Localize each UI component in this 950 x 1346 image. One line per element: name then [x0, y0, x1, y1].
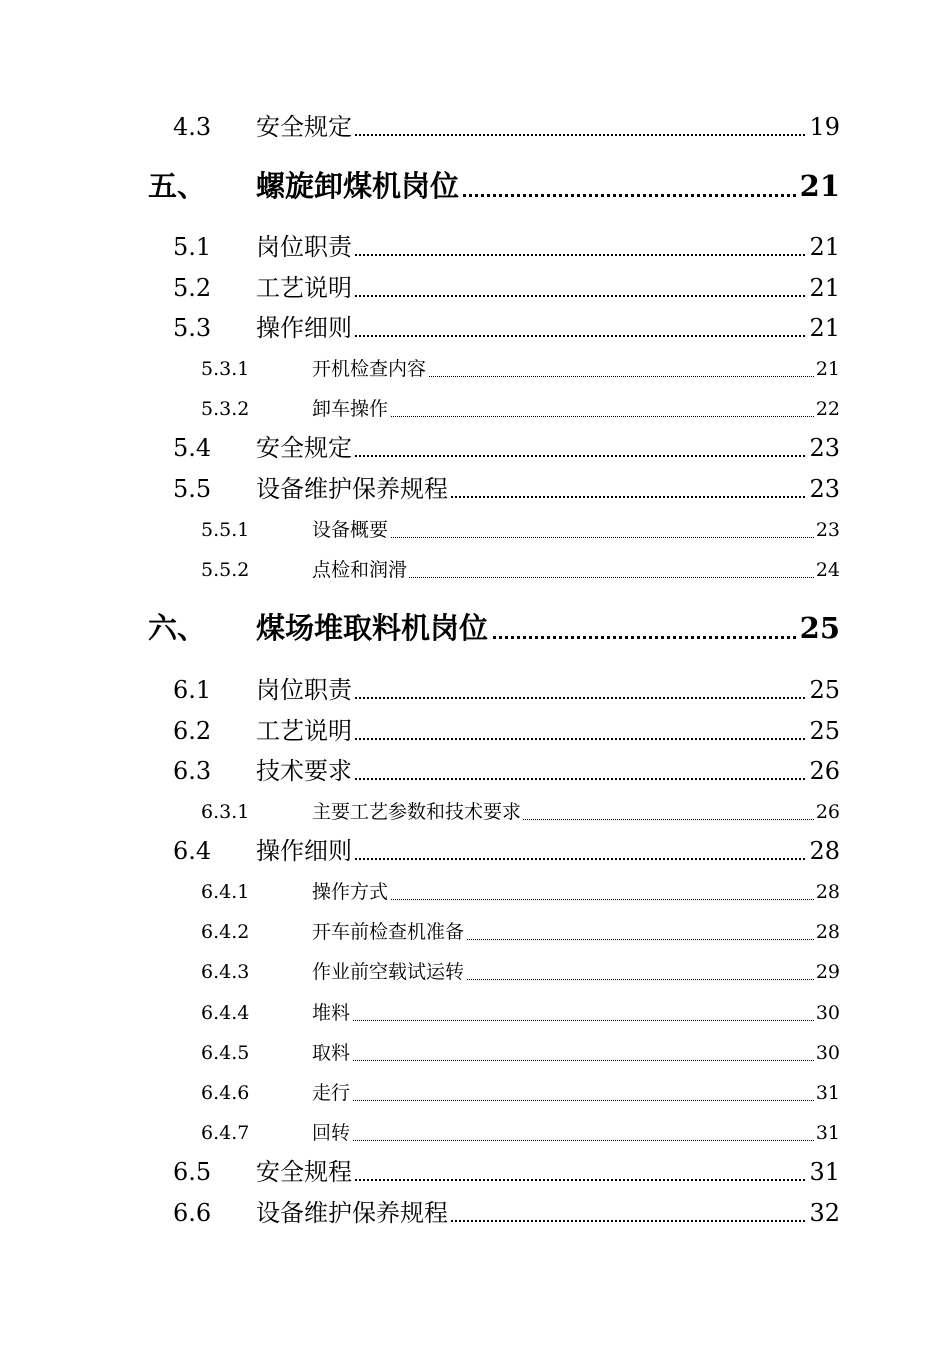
toc-entry-page: 21 — [815, 358, 840, 380]
toc-entry-title: 作业前空载试运转 — [312, 961, 465, 983]
toc-entry-title: 走行 — [312, 1082, 351, 1104]
toc-entry[interactable] — [0, 165, 950, 205]
toc-entry-title: 开机检查内容 — [312, 358, 427, 380]
toc-entry[interactable] — [0, 304, 950, 344]
toc-entry-page: 21 — [809, 233, 840, 261]
toc-entry[interactable] — [0, 786, 950, 826]
toc-entry[interactable] — [0, 1107, 950, 1147]
toc-entry[interactable] — [0, 544, 950, 584]
toc-entry-title: 螺旋卸煤机岗位 — [256, 169, 460, 203]
toc-entry-page: 29 — [815, 961, 840, 983]
toc-entry-page: 31 — [809, 1158, 840, 1186]
toc-entry[interactable] — [0, 465, 950, 505]
toc-leader-dots — [300, 778, 840, 780]
toc-entry-title: 操作细则 — [256, 837, 352, 865]
toc-entry[interactable] — [0, 343, 950, 383]
toc-entry-title: 岗位职责 — [256, 676, 352, 704]
toc-entry-number: 5.5.2 — [201, 559, 250, 581]
toc-entry-page: 19 — [809, 113, 840, 141]
toc-entry[interactable] — [0, 827, 950, 867]
toc-entry-number: 5.3.2 — [201, 398, 250, 420]
toc-entry[interactable] — [0, 666, 950, 706]
toc-entry-title: 堆料 — [312, 1002, 351, 1024]
toc-entry-page: 30 — [815, 1042, 840, 1064]
toc-leader-dots — [300, 335, 840, 337]
toc-entry-page: 21 — [809, 314, 840, 342]
toc-entry[interactable] — [0, 607, 950, 647]
toc-entry-number: 5.5.1 — [201, 519, 250, 541]
toc-entry[interactable] — [0, 1189, 950, 1229]
toc-entry-number: 6.3.1 — [201, 801, 250, 823]
toc-entry-page: 24 — [815, 559, 840, 581]
toc-entry-number: 5.3.1 — [201, 358, 250, 380]
toc-leader-dots — [300, 738, 840, 740]
toc-entry-title: 回转 — [312, 1122, 351, 1144]
toc-leader-dots — [300, 697, 840, 699]
toc-leader-dots — [300, 1179, 840, 1181]
toc-entry-number: 6.5 — [173, 1158, 212, 1186]
toc-entry-page: 21 — [809, 274, 840, 302]
toc-entry-title: 设备维护保养规程 — [256, 1199, 448, 1227]
toc-leader-dots — [300, 254, 840, 256]
toc-leader-dots — [300, 295, 840, 297]
toc-entry-number: 6.4.4 — [201, 1002, 250, 1024]
toc-entry-title: 卸车操作 — [312, 398, 389, 420]
toc-entry-number: 5.1 — [173, 233, 212, 261]
toc-entry-page: 32 — [809, 1199, 840, 1227]
toc-entry-number: 6.2 — [173, 717, 212, 745]
toc-entry-number: 6.1 — [173, 676, 212, 704]
toc-entry[interactable] — [0, 906, 950, 946]
toc-entry[interactable] — [0, 866, 950, 906]
toc-entry-number: 5.5 — [173, 475, 212, 503]
toc-entry-page: 26 — [815, 801, 840, 823]
toc-leader-dots — [300, 134, 840, 136]
toc-entry-number: 6.4.7 — [201, 1122, 250, 1144]
toc-entry-page: 28 — [815, 921, 840, 943]
toc-entry-title: 技术要求 — [256, 757, 352, 785]
toc-entry[interactable] — [0, 504, 950, 544]
toc-entry-number: 4.3 — [173, 113, 212, 141]
toc-entry-title: 取料 — [312, 1042, 351, 1064]
toc-entry-title: 工艺说明 — [256, 717, 352, 745]
toc-entry-title: 安全规定 — [256, 434, 352, 462]
toc-entry-page: 26 — [809, 757, 840, 785]
toc-entry-page: 25 — [809, 717, 840, 745]
toc-entry-number: 6.6 — [173, 1199, 212, 1227]
toc-entry[interactable] — [0, 424, 950, 464]
toc-entry-page: 22 — [815, 398, 840, 420]
toc-entry-page: 25 — [809, 676, 840, 704]
toc-leader-dots — [340, 1060, 840, 1061]
toc-entry-number: 6.4.2 — [201, 921, 250, 943]
toc-entry-title: 岗位职责 — [256, 233, 352, 261]
toc-entry-number: 5.2 — [173, 274, 212, 302]
toc-entry-page: 25 — [799, 611, 840, 645]
toc-entry-page: 23 — [809, 475, 840, 503]
toc-leader-dots — [300, 455, 840, 457]
toc-entry[interactable] — [0, 223, 950, 263]
toc-entry[interactable] — [0, 1027, 950, 1067]
toc-entry-title: 主要工艺参数和技术要求 — [312, 801, 522, 823]
toc-leader-dots — [340, 416, 840, 417]
toc-entry[interactable] — [0, 383, 950, 423]
toc-entry-page: 31 — [815, 1122, 840, 1144]
toc-leader-dots — [340, 577, 840, 578]
toc-entry-title: 安全规定 — [256, 113, 352, 141]
toc-entry-page: 23 — [809, 434, 840, 462]
toc-entry-page: 28 — [815, 881, 840, 903]
toc-entry-title: 煤场堆取料机岗位 — [256, 611, 489, 645]
toc-entry-title: 操作细则 — [256, 314, 352, 342]
toc-entry-number: 6.4 — [173, 837, 212, 865]
toc-leader-dots — [340, 899, 840, 900]
toc-entry-title: 操作方式 — [312, 881, 389, 903]
toc-entry-title: 设备维护保养规程 — [256, 475, 448, 503]
toc-entry-number: 6.4.3 — [201, 961, 250, 983]
toc-entry-page: 30 — [815, 1002, 840, 1024]
toc-entry[interactable] — [0, 1067, 950, 1107]
toc-entry-number: 六、 — [148, 611, 207, 645]
toc-entry-number: 6.4.1 — [201, 881, 250, 903]
toc-entry-number: 5.4 — [173, 434, 212, 462]
toc-entry-number: 6.3 — [173, 757, 212, 785]
toc-leader-dots — [340, 537, 840, 538]
toc-entry-number: 6.4.5 — [201, 1042, 250, 1064]
toc-leader-dots — [300, 858, 840, 860]
toc-entry[interactable] — [0, 264, 950, 304]
toc-entry[interactable] — [0, 103, 950, 143]
toc-leader-dots — [340, 1100, 840, 1101]
toc-leader-dots — [340, 1140, 840, 1141]
toc-entry-title: 安全规程 — [256, 1158, 352, 1186]
toc-entry-page: 28 — [809, 837, 840, 865]
toc-entry-title: 设备概要 — [312, 519, 389, 541]
toc-entry-number: 6.4.6 — [201, 1082, 250, 1104]
toc-entry[interactable] — [0, 987, 950, 1027]
toc-leader-dots — [340, 1020, 840, 1021]
toc-entry[interactable] — [0, 707, 950, 747]
toc-entry-page: 31 — [815, 1082, 840, 1104]
toc-entry-page: 21 — [799, 169, 840, 203]
toc-entry-number: 五、 — [148, 169, 207, 203]
toc-entry[interactable] — [0, 946, 950, 986]
toc-entry-number: 5.3 — [173, 314, 212, 342]
toc-entry-title: 开车前检查机准备 — [312, 921, 465, 943]
toc-entry[interactable] — [0, 1148, 950, 1188]
toc-entry-title: 工艺说明 — [256, 274, 352, 302]
toc-entry-page: 23 — [815, 519, 840, 541]
toc-entry-title: 点检和润滑 — [312, 559, 408, 581]
toc-entry[interactable] — [0, 747, 950, 787]
